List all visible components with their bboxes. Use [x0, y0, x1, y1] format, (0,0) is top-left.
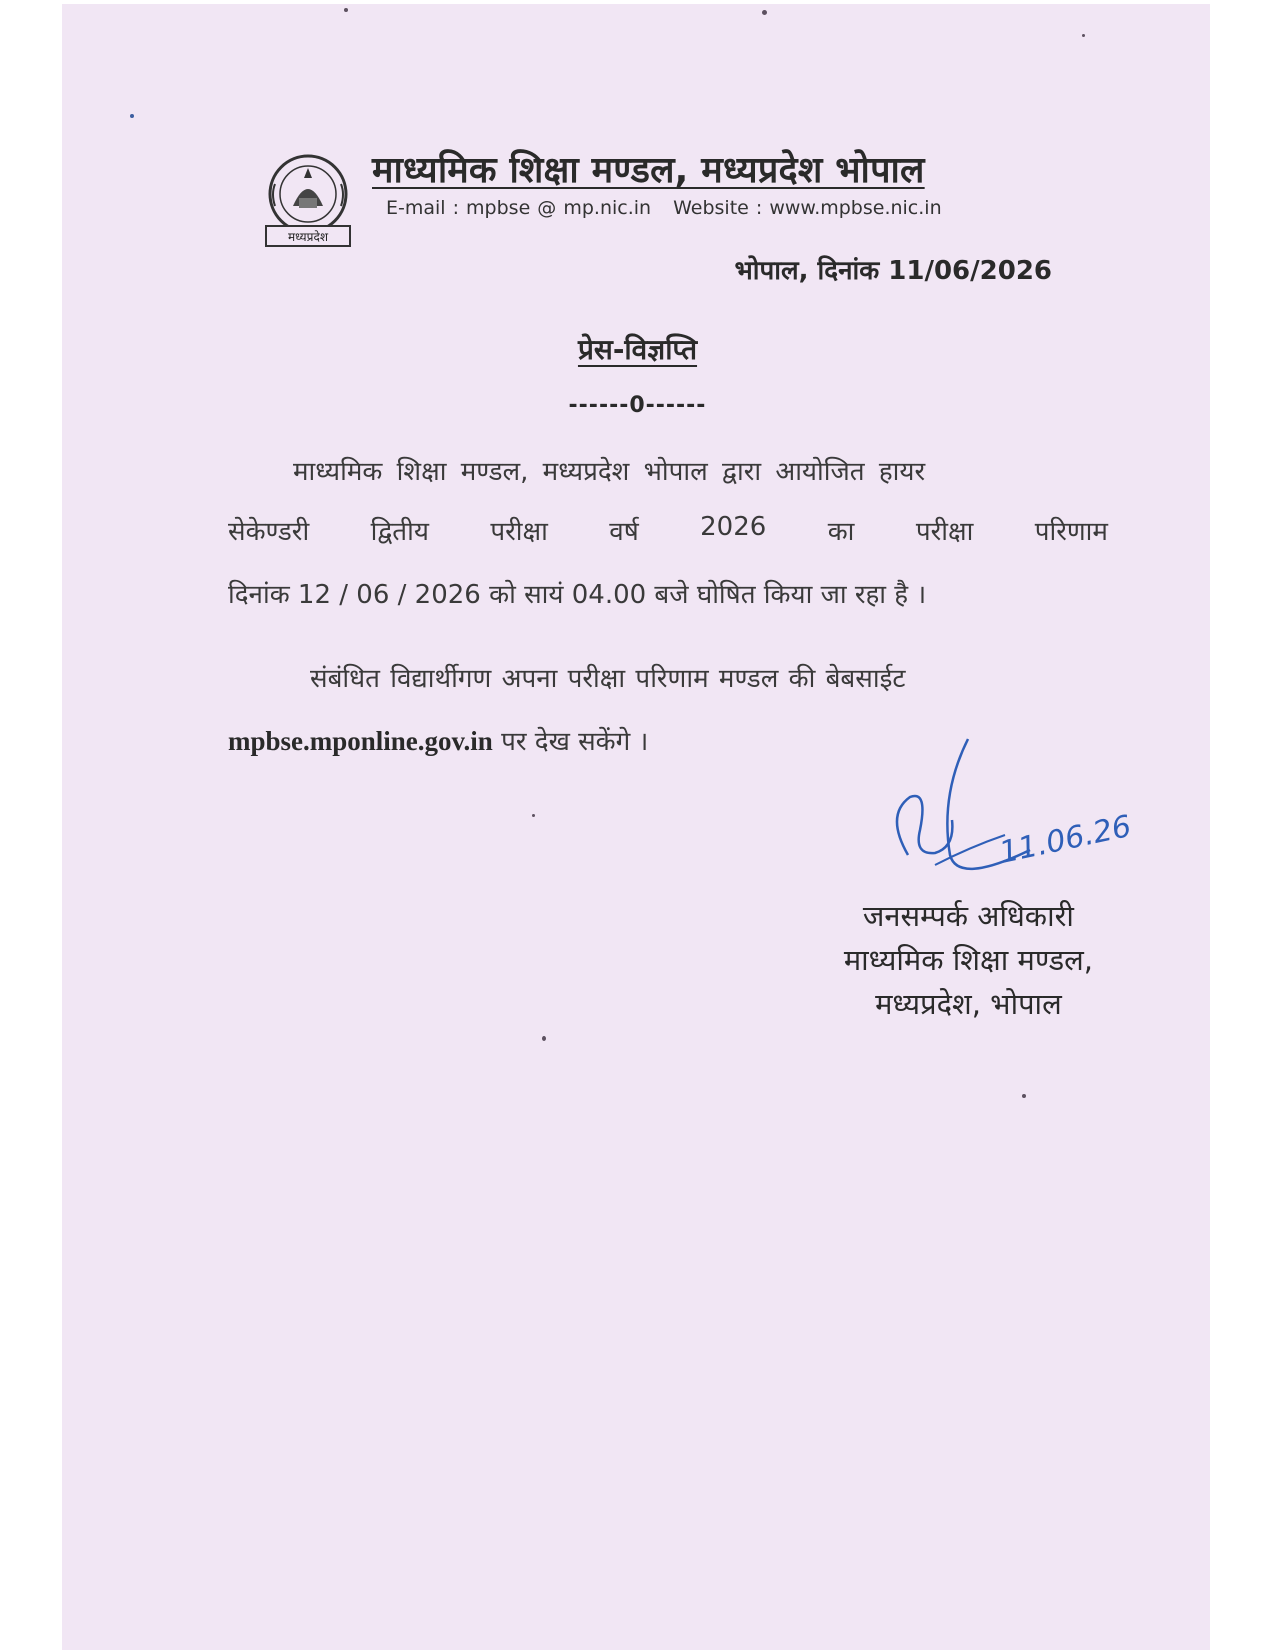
paper-speck	[1082, 34, 1085, 37]
result-website-link[interactable]: mpbse.mponline.gov.in	[228, 726, 493, 756]
body-line-5	[228, 722, 648, 758]
signatory-block	[844, 894, 1093, 1026]
body-line-5-rest: पर देख सकेंगे ।	[492, 727, 649, 757]
date-line: भोपाल, दिनांक 11/06/2026	[734, 256, 1052, 286]
body-word: परीक्षा	[915, 517, 974, 547]
paper-speck	[344, 8, 348, 12]
board-emblem-icon	[263, 154, 353, 250]
body-word: 2026	[700, 512, 767, 542]
divider-mark: ------0------	[568, 393, 707, 418]
website-text: Website : www.mpbse.nic.in	[673, 197, 942, 219]
paper-speck	[762, 10, 767, 15]
signatory-designation: जनसम्पर्क अधिकारी	[862, 899, 1074, 933]
paper-speck	[542, 1036, 546, 1041]
document-title-text: प्रेस-विज्ञप्ति	[577, 333, 698, 366]
document-title	[0, 330, 1275, 368]
body-line-1: माध्यमिक शिक्षा मण्डल, मध्यप्रदेश भोपाल द्वारा आयोजित हायर	[293, 457, 926, 487]
signatory-org-line-1: माध्यमिक शिक्षा मण्डल,	[843, 943, 1093, 977]
body-line-4: संबंधित विद्यार्थीगण अपना परीक्षा परिणाम मण्डल की बेबसाईट	[310, 664, 906, 694]
svg-text:मध्यप्रदेश: मध्यप्रदेश	[287, 230, 329, 244]
paper-speck	[532, 814, 535, 817]
svg-text:11.06.26: 11.06.26	[996, 808, 1135, 871]
handwritten-signature	[880, 735, 1170, 905]
board-name-heading: माध्यमिक शिक्षा मण्डल, मध्यप्रदेश भोपाल	[372, 150, 925, 191]
body-word: सेकेण्डरी	[228, 517, 310, 547]
body-word: परीक्षा	[490, 517, 548, 547]
paper-speck	[1022, 1094, 1026, 1098]
body-word: का	[827, 517, 855, 547]
signatory-org-line-2: मध्यप्रदेश, भोपाल	[875, 987, 1062, 1021]
body-word: द्वितीय	[370, 517, 429, 547]
body-word: परिणाम	[1034, 517, 1108, 547]
contact-line	[386, 197, 942, 219]
body-word: वर्ष	[609, 517, 639, 547]
body-line-3: दिनांक 12 / 06 / 2026 को सायं 04.00 बजे घोषित किया जा रहा है ।	[228, 580, 927, 610]
body-line-2	[228, 512, 1108, 548]
email-text: E-mail : mpbse @ mp.nic.in	[386, 197, 652, 219]
paper-speck	[130, 114, 134, 118]
